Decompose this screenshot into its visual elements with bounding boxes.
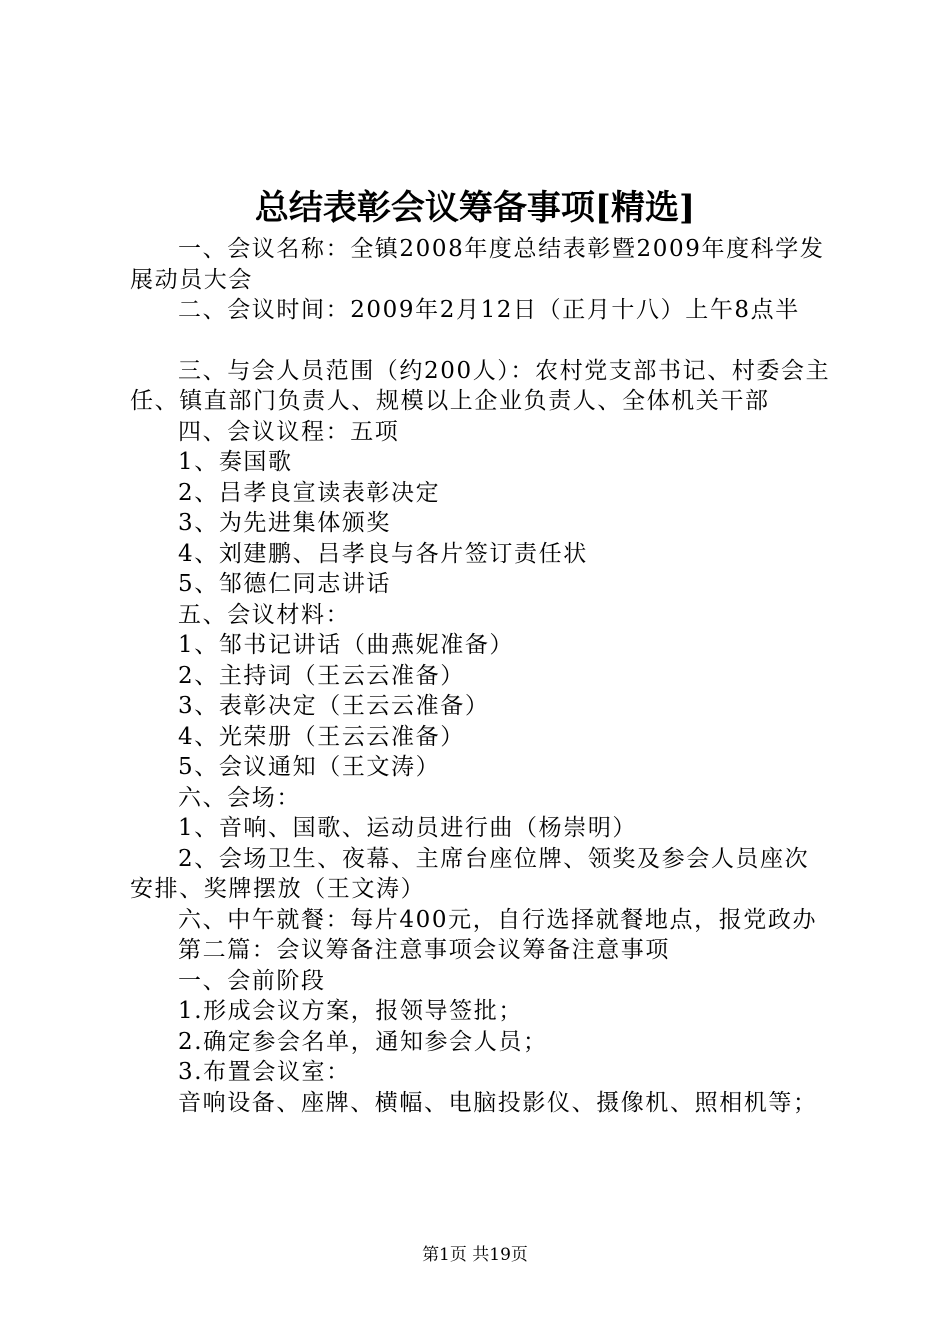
paragraph: 四、会议议程：五项 — [178, 418, 400, 445]
paragraph: 六、会场： — [178, 784, 301, 811]
paragraph: 1、奏国歌 — [178, 449, 293, 475]
paragraph: 音响设备、座牌、横幅、电脑投影仪、摄像机、照相机等； — [178, 1089, 818, 1116]
paragraph: 第二篇：会议筹备注意事项会议筹备注意事项 — [178, 937, 670, 963]
paragraph: 4、光荣册（王云云准备） — [178, 723, 465, 750]
paragraph: 5、邹德仁同志讲话 — [178, 571, 392, 597]
paragraph: 2、吕孝良宣读表彰决定 — [178, 479, 441, 506]
document-title: 总结表彰会议筹备事项[精选] — [254, 188, 696, 228]
paragraph: 五、会议材料： — [178, 601, 351, 628]
paragraph: 1、音响、国歌、运动员进行曲（杨崇明） — [178, 815, 638, 841]
paragraph: 三、与会人员范围（约200人）：农村党支部书记、村委会主任、镇直部门负责人、规模以上企业负责人、全体机关干部 — [130, 357, 831, 414]
document-body — [130, 234, 832, 1118]
paragraph: 一、会前阶段 — [178, 967, 326, 994]
paragraph: 2、会场卫生、夜幕、主席台座位牌、领奖及参会人员座次安排、奖牌摆放（王文涛） — [130, 845, 810, 902]
paragraph: 5、会议通知（王文涛） — [178, 754, 441, 780]
paragraph: 二、会议时间：2009年2月12日（正月十八）上午8点半 — [178, 297, 800, 323]
paragraph: 2.确定参会名单，通知参会人员； — [178, 1028, 548, 1055]
paragraph: 3、表彰决定（王云云准备） — [178, 693, 490, 719]
paragraph: 3、为先进集体颁奖 — [178, 510, 392, 536]
paragraph: 2、主持词（王云云准备） — [178, 662, 465, 689]
paragraph: 3.布置会议室： — [178, 1059, 351, 1085]
paragraph: 1.形成会议方案，报领导签批； — [178, 998, 523, 1024]
paragraph: 六、中午就餐：每片400元，自行选择就餐地点，报党政办 — [178, 906, 818, 933]
page-number: 第1页 共19页 — [422, 1245, 528, 1265]
paragraph: 1、邹书记讲话（曲燕妮准备） — [178, 632, 515, 658]
paragraph: 一、会议名称：全镇2008年度总结表彰暨2009年度科学发展动员大会 — [130, 236, 825, 293]
paragraph: 4、刘建鹏、吕孝良与各片签订责任状 — [178, 540, 588, 567]
